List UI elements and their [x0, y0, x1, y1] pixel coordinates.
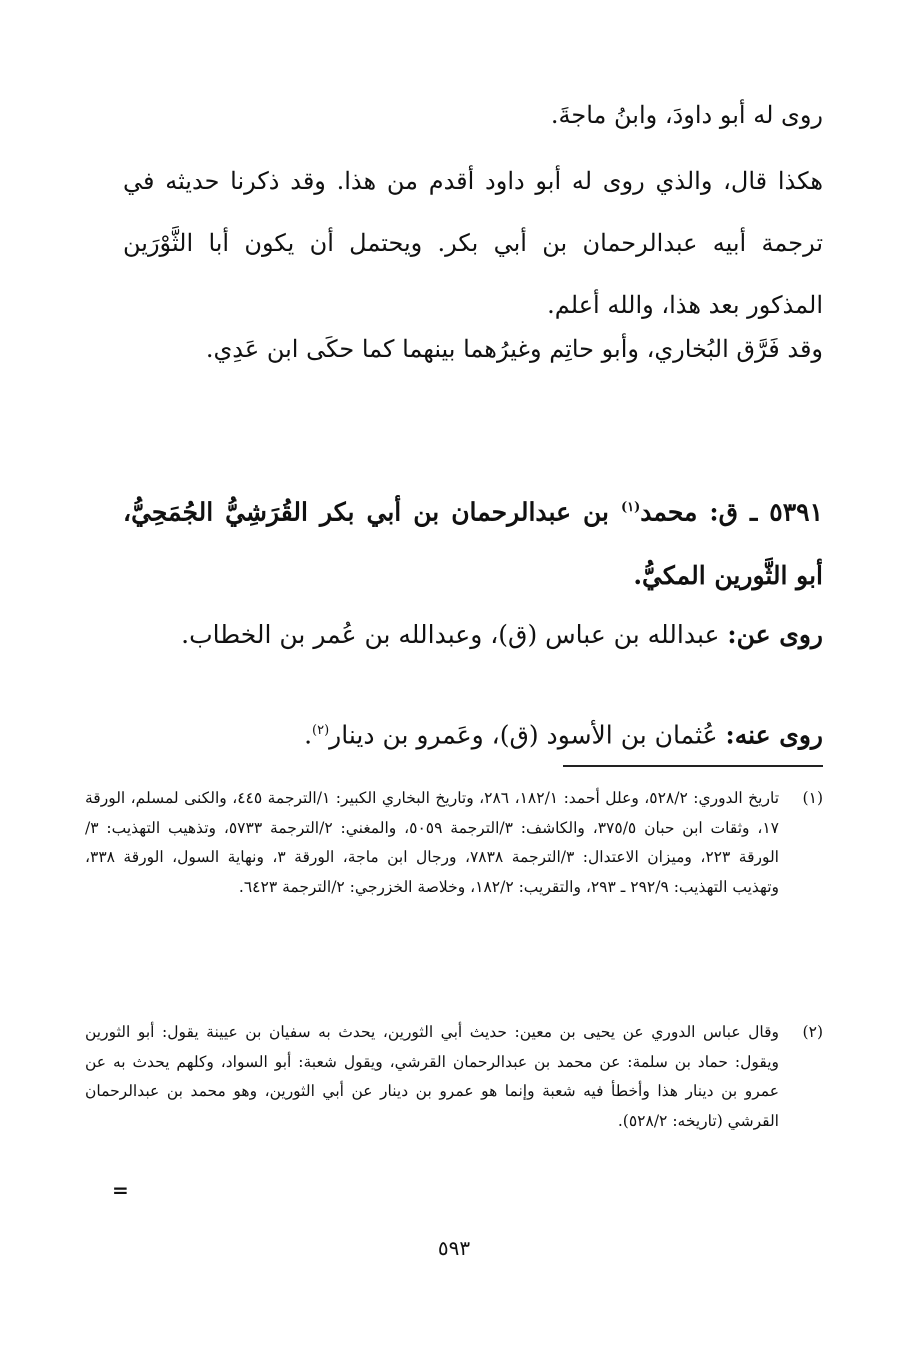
entry-number-and-name: ٥٣٩١ ـ ق: محمد [640, 497, 824, 527]
biography-entry-heading [123, 476, 823, 608]
page-number: ٥٩٣ [437, 1236, 471, 1260]
entry-name-rest: بن عبدالرحمان بن أبي بكر القُرَشِيُّ الجُمَحِيُّ، أبو الثَّورين المكيُّ. [123, 497, 823, 591]
narrated-from-text: عبدالله بن عباس (ق)، وعبدالله بن عُمر بن الخطاب. [181, 620, 728, 649]
narrated-by-line [123, 700, 823, 766]
narrated-from-line [123, 604, 823, 666]
paragraph-3: وقد فَرَّق البُخاري، وأبو حاتِم وغيرُهما بينهما كما حكَى ابن عَدِي. [205, 335, 823, 363]
paragraph-1: روى له أبو داودَ، وابنُ ماجةَ. [550, 101, 823, 129]
footnote-2 [85, 1018, 823, 1136]
footnote-ref-1[interactable]: (١) [620, 500, 641, 515]
footnote-1 [85, 784, 823, 902]
footnote-ref-2[interactable]: (٢) [312, 723, 330, 738]
paragraph-2: هكذا قال، والذي روى له أبو داود أقدم من هذا. وقد ذكرنا حديثه في ترجمة أبيه عبدالرحمان بن أبي بكر. ويحتمل أن يكون أبا الثَّوْرَين المذكور بعد هذا، والله أعلم. [123, 167, 823, 319]
footnote-2-number: (٢) [802, 1023, 823, 1041]
footnote-2-text: وقال عباس الدوري عن يحيى بن معين: حديث أبي الثورين، يحدث به سفيان بن عيينة يقول: أبو الثورين ويقول: حماد بن سلمة: عن محمد بن عبدالرحمان القرشي، ويقول شعبة: أبو السواد، وكلهم يحدث به عن عمرو بن دينار هذا وأخطأ فيه شعبة وإنما هو عمرو بن دينار عن أبي الثورين، وهو محمد بن عبدالرحمان القرشي (تاريخه: ٥٢٨/٢). [85, 1023, 779, 1130]
continuation-mark: = [112, 1178, 129, 1202]
narrated-by-end: . [304, 720, 313, 750]
narrated-by-label: روى عنه: [725, 720, 823, 750]
footnote-1-text: تاريخ الدوري: ٥٢٨/٢، وعلل أحمد: ١٨٢/١، ٢٨٦، وتاريخ البخاري الكبير: ١/الترجمة ٤٤٥، والكنى لمسلم، الورقة ١٧، وثقات ابن حبان ٣٧٥/٥، والكاشف: ٣/الترجمة ٥٠٥٩، والمغني: ٢/الترجمة ٥٧٣٣، وتذهيب التهذيب: ٣/الورقة ٢٢٣، وميزان الاعتدال: ٣/الترجمة ٧٨٣٨، ورجال ابن ماجة، الورقة ٣، ونهاية السول، الورقة ٣٣٨، وتهذيب التهذيب: ٢٩٢/٩ ـ ٢٩٣، والتقريب: ١٨٢/٢، وخلاصة الخزرجي: ٢/الترجمة ٦٤٢٣. [85, 789, 780, 896]
narrated-from-label: روى عن: [727, 620, 823, 649]
narrated-by-text: عُثمان بن الأسود (ق)، وعَمرو بن دينار [329, 720, 726, 750]
footnote-1-number: (١) [802, 789, 823, 807]
footnote-separator [563, 765, 823, 767]
